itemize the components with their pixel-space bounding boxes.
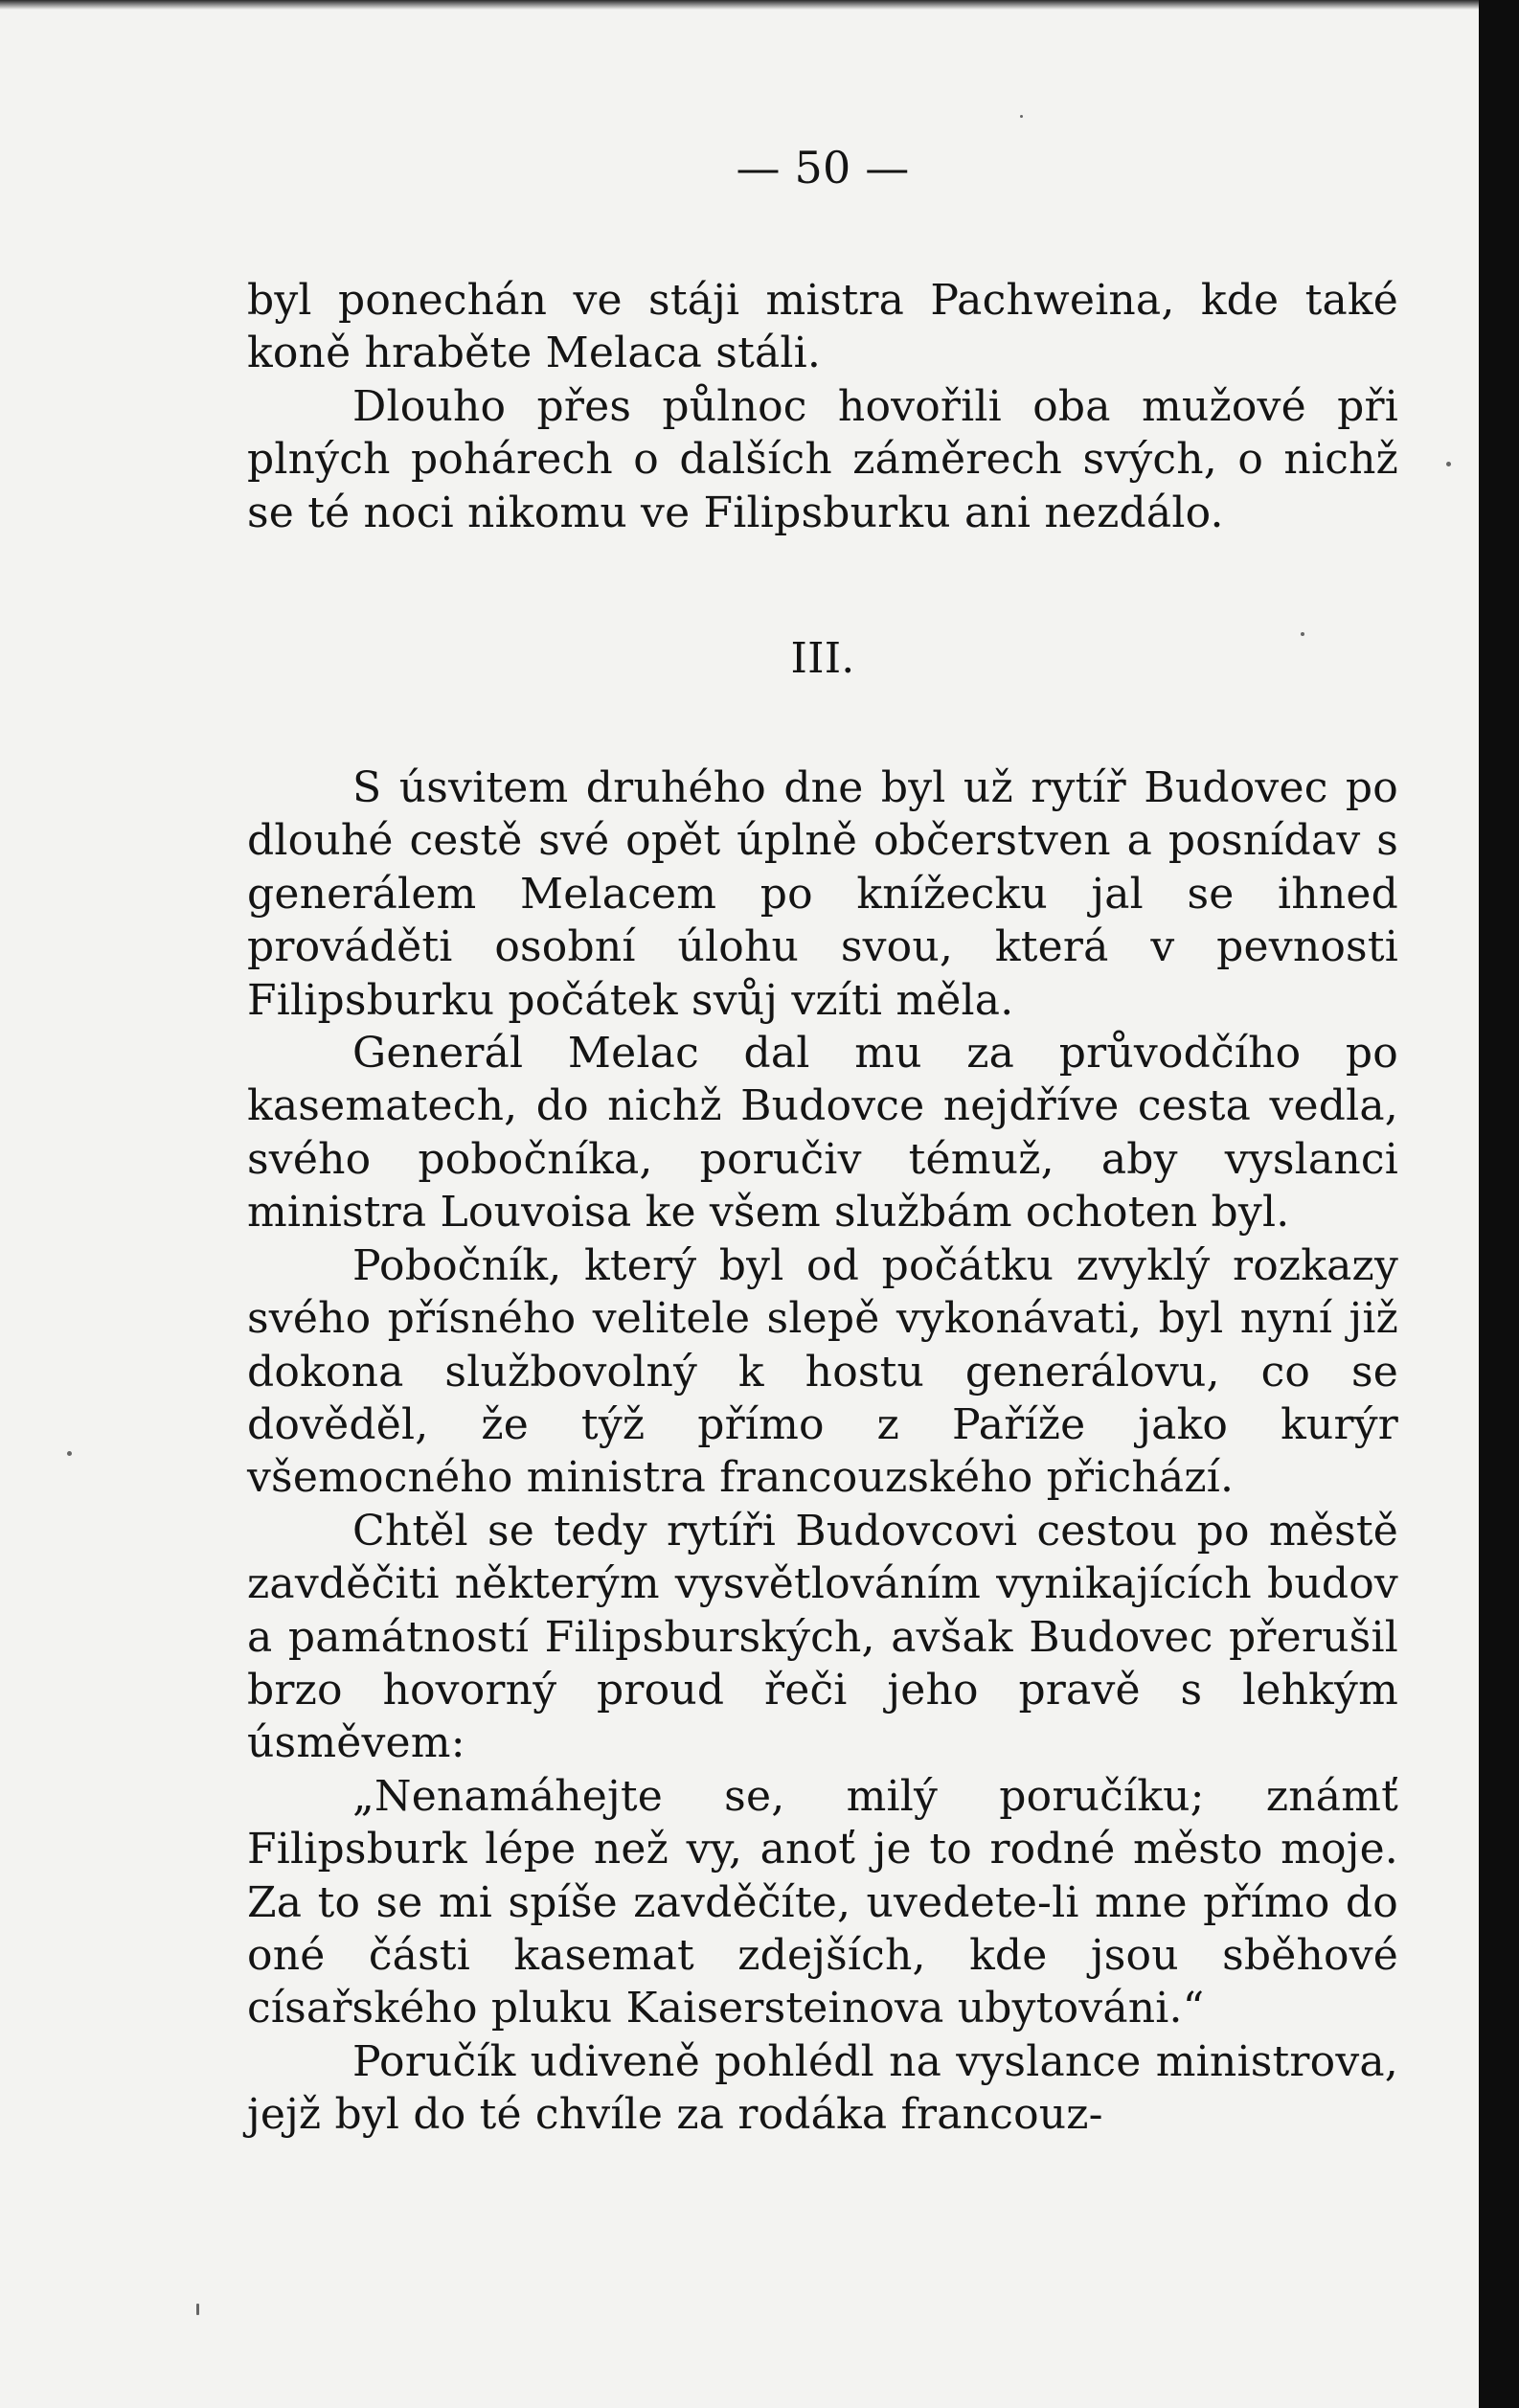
paper-speck [1446,462,1451,466]
paper-speck [1020,115,1023,118]
paragraph: Poručík udiveně pohlédl na vyslance ministrova, jejž byl do té chvíle za rodáka francouz- [247,2036,1398,2140]
paragraph-continued: byl ponechán ve stáji mistra Pachweina, kde také koně hraběte Melaca stáli. [247,276,1398,378]
page-number: — 50 — [736,142,910,193]
paper-speck [196,2304,199,2315]
scan-edge [1479,0,1519,2408]
paragraph: Pobočník, který byl od počátku zvyklý rozkazy svého přísného velitele slepě vykonávati, byl nyní již dokona službovolný k hostu generálovu, co se dověděl, že týž přímo z Paříže jako kurýr všemocného ministra francouzského přichází. [247,1240,1398,1503]
paragraph: Dlouho přes půlnoc hovořili oba mužové při plných pohárech o dalších záměrech svých, o nichž se té noci nikomu ve Filipsburku ani nezdálo. [247,381,1398,537]
paragraph: S úsvitem druhého dne byl už rytíř Budovec po dlouhé cestě své opět úplně občerstven a posnídav s generálem Melacem po knížecku jal se ihned prováděti osobní úlohu svou, která v pevnosti Filipsburku počátek svůj vzíti měla. [247,763,1398,1025]
section-heading: III. [790,634,855,684]
paragraph: Chtěl se tedy rytíři Budovcovi cestou po městě zavděčiti některým vysvětlováním vynikajících budov a památností Filipsburských, avšak Budovec přerušil brzo hovorný proud řeči jeho pravě s lehkým úsměvem: [247,1506,1398,1768]
paragraph: „Nenamáhejte se, milý poručíku; známť Filipsburk lépe než vy, anoť je to rodné město moje. Za to se mi spíše zavděčíte, uvedete-li mne přímo do oné části kasemat zdejších, kde jsou sběhové císařského pluku Kaisersteinova ubytováni.“ [247,1771,1398,2033]
paragraph: Generál Melac dal mu za průvodčího po kasematech, do nichž Budovce nejdříve cesta vedla, svého pobočníka, poručiv témuž, aby vyslanci ministra Louvoisa ke všem službám ochoten byl. [247,1029,1398,1238]
page-top-shadow [0,0,1479,10]
paper-speck [67,1451,72,1456]
page-text-block [247,142,1398,2142]
paper-speck [1301,632,1304,636]
